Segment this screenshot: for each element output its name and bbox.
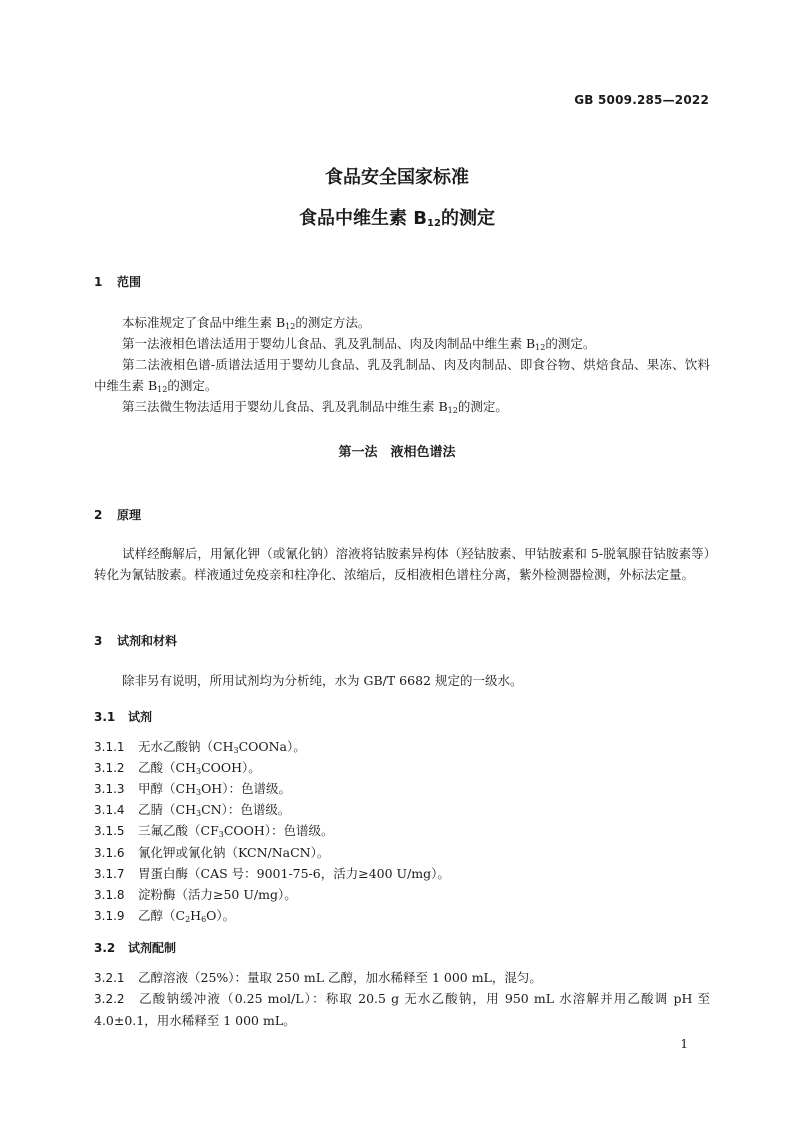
item-number: 3.1.1 xyxy=(94,740,125,754)
reagent-item xyxy=(94,905,710,930)
item-text: 三氟乙酸（CF xyxy=(138,823,219,839)
subscript: 3 xyxy=(218,830,224,840)
text: 第一法液相色谱法适用于婴幼儿食品、乳及乳制品、肉及肉制品中维生素 B xyxy=(122,336,536,351)
item-number: 3.1.3 xyxy=(94,782,125,797)
item-text: 甲醇（CH xyxy=(138,781,196,797)
section-heading-principle xyxy=(94,506,141,523)
text: 第三法微生物法适用于婴幼儿食品、乳及乳制品中维生素 B xyxy=(122,399,448,414)
subtitle-text-post: 的测定 xyxy=(440,208,495,229)
section-heading-scope xyxy=(94,273,141,290)
item-text: 无水乙酸钠（CH xyxy=(138,739,234,754)
item-text: 乙醇（C xyxy=(138,907,186,923)
subtitle-subscript: 12 xyxy=(427,218,441,229)
item-text: 乙酸（CH xyxy=(138,760,196,776)
item-number: 3.1.6 xyxy=(94,845,125,860)
section-title: 试剂和材料 xyxy=(117,634,178,648)
document-title: 食品安全国家标准 xyxy=(325,167,469,188)
principle-paragraph: 试样经酶解后，用氰化钾（或氰化钠）溶液将钴胺素异构体（羟钴胺素、甲钴胺素和 5-脱氧腺苷钴胺素等）转化为氰钴胺素。样液通过免疫亲和柱净化、浓缩后，反相液相色谱柱分离，紫外检测器检测，外标法定量。 xyxy=(94,546,710,582)
text: 本标准规定了食品中维生素 B xyxy=(122,315,286,330)
section-heading-reagents-materials xyxy=(94,632,177,649)
item-text: COOH）：色谱级。 xyxy=(223,823,334,839)
item-number: 3.2.2 xyxy=(94,992,125,1006)
subscript: 3 xyxy=(233,746,239,755)
subsection-heading-reagents xyxy=(94,708,152,725)
subscript: 3 xyxy=(195,788,202,798)
item-text: 氰化钾或氰化钠（KCN/NaCN）。 xyxy=(138,844,330,860)
subscript: 3 xyxy=(195,809,202,819)
item-text: 乙醇溶液（25%）：量取 250 mL 乙醇，加水稀释至 1 000 mL，混匀。 xyxy=(138,970,542,985)
preparation-item xyxy=(94,988,710,1031)
scope-paragraph-3 xyxy=(94,354,710,400)
item-text: 淀粉酶（活力≥50 U/mg）。 xyxy=(138,886,297,902)
subsection-number: 3.2 xyxy=(94,941,116,955)
item-text: OH）：色谱级。 xyxy=(201,781,291,797)
scope-paragraph-4 xyxy=(94,396,710,421)
text: 的测定方法。 xyxy=(295,315,371,330)
item-text: COOH）。 xyxy=(201,760,261,776)
section-number: 3 xyxy=(94,634,103,648)
subscript: 12 xyxy=(285,322,296,331)
item-text: H xyxy=(190,907,202,923)
text: 第二法液相色谱-质谱法适用于婴幼儿食品、乳及乳制品、肉及肉制品、即食谷物、烘焙食品、果冻、饮料中维生素 B xyxy=(94,357,710,393)
item-number: 3.1.7 xyxy=(94,866,125,881)
subsection-number: 3.1 xyxy=(94,710,116,724)
subsection-title: 试剂 xyxy=(128,710,153,724)
method-1-title: 第一法 液相色谱法 xyxy=(338,445,456,460)
preparation-item xyxy=(94,967,710,989)
subscript: 12 xyxy=(447,406,458,415)
section-number: 2 xyxy=(94,508,103,522)
subscript: 3 xyxy=(195,767,202,777)
subscript: 12 xyxy=(535,343,546,352)
subsection-heading-reagent-preparation xyxy=(94,939,176,956)
subscript: 2 xyxy=(185,914,191,924)
text: 的测定。 xyxy=(545,336,596,351)
item-number: 3.1.5 xyxy=(94,824,125,839)
section-title: 范围 xyxy=(117,275,142,289)
subsection-title: 试剂配制 xyxy=(128,941,177,955)
document-subtitle xyxy=(0,204,794,230)
item-text: 乙酸钠缓冲液（0.25 mol/L）：称取 20.5 g 无水乙酸钠，用 950 mL 水溶解并用乙酸调 pH 至 4.0±0.1，用水稀释至 1 000 mL。 xyxy=(94,991,710,1028)
item-number: 3.1.4 xyxy=(94,803,125,818)
page-number: 1 xyxy=(680,1037,688,1051)
standard-code: GB 5009.285—2022 xyxy=(574,93,709,107)
subscript: 12 xyxy=(157,385,168,394)
item-number: 3.1.8 xyxy=(94,887,125,902)
item-text: COONa）。 xyxy=(238,739,306,754)
subscript: 6 xyxy=(201,914,207,924)
item-number: 3.1.2 xyxy=(94,761,125,776)
section-number: 1 xyxy=(94,275,103,289)
text: 的测定。 xyxy=(167,378,218,393)
item-number: 3.2.1 xyxy=(94,971,125,985)
item-text: 胃蛋白酶（CAS 号：9001-75-6，活力≥400 U/mg）。 xyxy=(138,865,450,881)
subtitle-text-pre: 食品中维生素 B xyxy=(299,208,428,229)
text: 的测定。 xyxy=(457,399,508,414)
section-title: 原理 xyxy=(117,508,142,522)
item-text: 乙腈（CH xyxy=(138,802,196,818)
reagents-intro-paragraph: 除非另有说明，所用试剂均为分析纯，水为 GB/T 6682 规定的一级水。 xyxy=(122,673,523,688)
item-text: CN）：色谱级。 xyxy=(201,802,291,818)
item-number: 3.1.9 xyxy=(94,908,125,923)
item-text: O）。 xyxy=(206,907,236,923)
